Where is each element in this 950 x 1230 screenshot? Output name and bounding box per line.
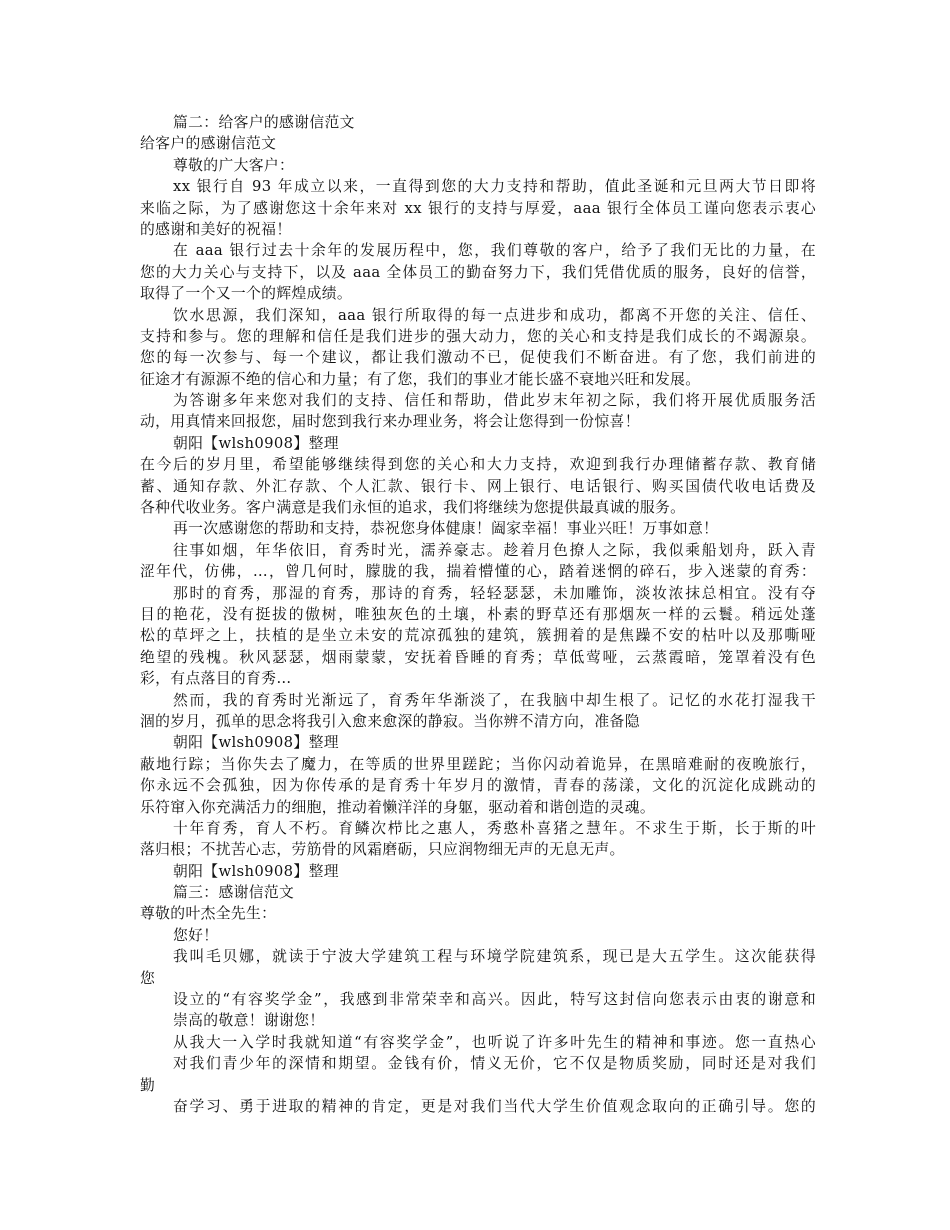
text-line: 再一次感谢您的帮助和支持，恭祝您身体健康！阖家幸福！事业兴旺！万事如意！ xyxy=(173,520,719,538)
text-line: 十年育秀，育人不朽。育鳞次栉比之惠人，秀憨朴喜猪之慧年。不求生于斯，长于斯的叶 xyxy=(173,819,816,837)
text-line: 涩年代，仿佛，…，曾几何时，朦胧的我，揣着懵懂的心，踏着迷惘的碎石，步入迷蒙的育秀： xyxy=(140,563,816,581)
text-line: 往事如烟，年华依旧，育秀时光，濡养豪志。趁着月色撩人之际，我似乘船划舟，跃入青 xyxy=(173,541,816,559)
text-line: 尊敬的叶杰全先生： xyxy=(140,905,277,923)
text-line: 来临之际，为了感谢您这十余年来对 xx 银行的支持与厚爱，aaa 银行全体员工谨向您表示衷心 xyxy=(140,199,816,217)
text-line: 各种代收业务。客户满意是我们永恒的追求，我们将继续为您提供最真诚的服务。 xyxy=(140,499,686,517)
text-line: 勤 xyxy=(140,1076,156,1094)
text-line: 的感谢和美好的祝福！ xyxy=(140,220,292,238)
document-body xyxy=(140,112,816,1117)
text-line: 崇高的敬意！谢谢您！ xyxy=(173,1012,325,1030)
text-line: 目的艳花，没有挺拔的傲树，唯独灰色的土壤，朴素的野草还有那烟灰一样的云鬟。稍远处蓬 xyxy=(140,605,816,623)
text-line: 尊敬的广大客户： xyxy=(173,156,295,174)
text-line: xx 银行自 93 年成立以来，一直得到您的大力支持和帮助，值此圣诞和元旦两大节日即将 xyxy=(173,178,816,196)
text-line: 对我们青少年的深情和期望。金钱有价，情义无价，它不仅是物质奖励，同时还是对我们 xyxy=(173,1055,816,1073)
text-line: 支持和参与。您的理解和信任是我们进步的强大动力，您的关心和支持是我们成长的不竭源泉。 xyxy=(140,327,816,345)
text-line: 篇二：给客户的感谢信范文 xyxy=(173,114,355,131)
text-line: 设立的“有容奖学金”，我感到非常荣幸和高兴。因此，特写这封信向您表示由衷的谢意和 xyxy=(173,991,816,1009)
text-line: 取得了一个又一个的辉煌成绩。 xyxy=(140,285,353,303)
text-line: 蔽地行踪；当你失去了魔力，在等质的世界里蹉跎；当你闪动着诡异，在黑暗难耐的夜晚旅行， xyxy=(140,755,816,773)
text-line: 给客户的感谢信范文 xyxy=(140,135,277,153)
text-line: 在今后的岁月里，希望能够继续得到您的关心和大力支持，欢迎到我行办理储蓄存款、教育储 xyxy=(140,456,816,474)
text-line: 落归根；不扰苦心志，劳筋骨的风霜磨砺，只应润物细无声的无息无声。 xyxy=(140,841,625,859)
text-line: 篇三：感谢信范文 xyxy=(173,884,295,902)
text-line: 饮水思源，我们深知，aaa 银行所取得的每一点进步和成功，都离不开您的关注、信任、 xyxy=(173,306,816,324)
text-line: 您的每一次参与、每一个建议，都让我们激动不已，促使我们不断奋进。有了您，我们前进的 xyxy=(140,349,816,367)
text-line: 绝望的残槐。秋风瑟瑟，烟雨蒙蒙，安抚着昏睡的育秀；草低莺哑，云蒸霞暗，笼罩着没有色 xyxy=(140,648,816,666)
text-line: 朝阳【wlsh0908】整理 xyxy=(173,734,339,752)
text-line: 动，用真情来回报您，届时您到我行来办理业务，将会让您得到一份惊喜！ xyxy=(140,413,640,431)
text-line: 您 xyxy=(140,969,156,987)
text-line: 您的大力关心与支持下，以及 aaa 全体员工的勤奋努力下，我们凭借优质的服务，良好的信誉， xyxy=(140,263,816,281)
text-line: 乐符窜入你充满活力的细胞，推动着懒洋洋的身躯，驱动着和谐创造的灵魂。 xyxy=(140,798,655,816)
text-line: 从我大一入学时我就知道“有容奖学金”，也听说了许多叶先生的精神和事迹。您一直热心 xyxy=(173,1033,816,1051)
text-line: 为答谢多年来您对我们的支持、信任和帮助，借此岁末年初之际，我们将开展优质服务活 xyxy=(173,392,816,410)
text-line: 涸的岁月，孤单的思念将我引入愈来愈深的静寂。当你辨不清方向，准备隐 xyxy=(140,712,640,730)
text-line: 征途才有源源不绝的信心和力量；有了您，我们的事业才能长盛不衰地兴旺和发展。 xyxy=(140,370,701,388)
text-line: 然而，我的育秀时光渐远了，育秀年华渐淡了，在我脑中却生根了。记忆的水花打湿我干 xyxy=(173,691,816,709)
text-line: 那时的育秀，那湿的育秀，那诗的育秀，轻轻瑟瑟，未加雕饰，淡妆浓抹总相宜。没有夺 xyxy=(173,584,816,602)
text-line: 朝阳【wlsh0908】整理 xyxy=(173,434,339,452)
text-line: 朝阳【wlsh0908】整理 xyxy=(173,862,339,880)
text-line: 在 aaa 银行过去十余年的发展历程中，您，我们尊敬的客户，给予了我们无比的力量，在 xyxy=(173,242,816,260)
text-line: 您好！ xyxy=(173,926,219,944)
text-line: 你永远不会孤独，因为你传承的是育秀十年岁月的激情，青春的荡漾，文化的沉淀化成跳动的 xyxy=(140,777,816,795)
text-line: 彩，有点落目的育秀… xyxy=(140,670,292,688)
text-line: 奋学习、勇于进取的精神的肯定，更是对我们当代大学生价值观念取向的正确引导。您的 xyxy=(173,1097,816,1115)
text-line: 松的草坪之上，扶植的是坐立未安的荒凉孤独的建筑，簇拥着的是焦躁不安的枯叶以及那嘶哑 xyxy=(140,627,816,645)
text-line: 蓄、通知存款、外汇存款、个人汇款、银行卡、网上银行、电话银行、购买国债代收电话费及 xyxy=(140,477,816,495)
text-line: 我叫毛贝娜，就读于宁波大学建筑工程与环境学院建筑系，现已是大五学生。这次能获得 xyxy=(173,948,816,966)
